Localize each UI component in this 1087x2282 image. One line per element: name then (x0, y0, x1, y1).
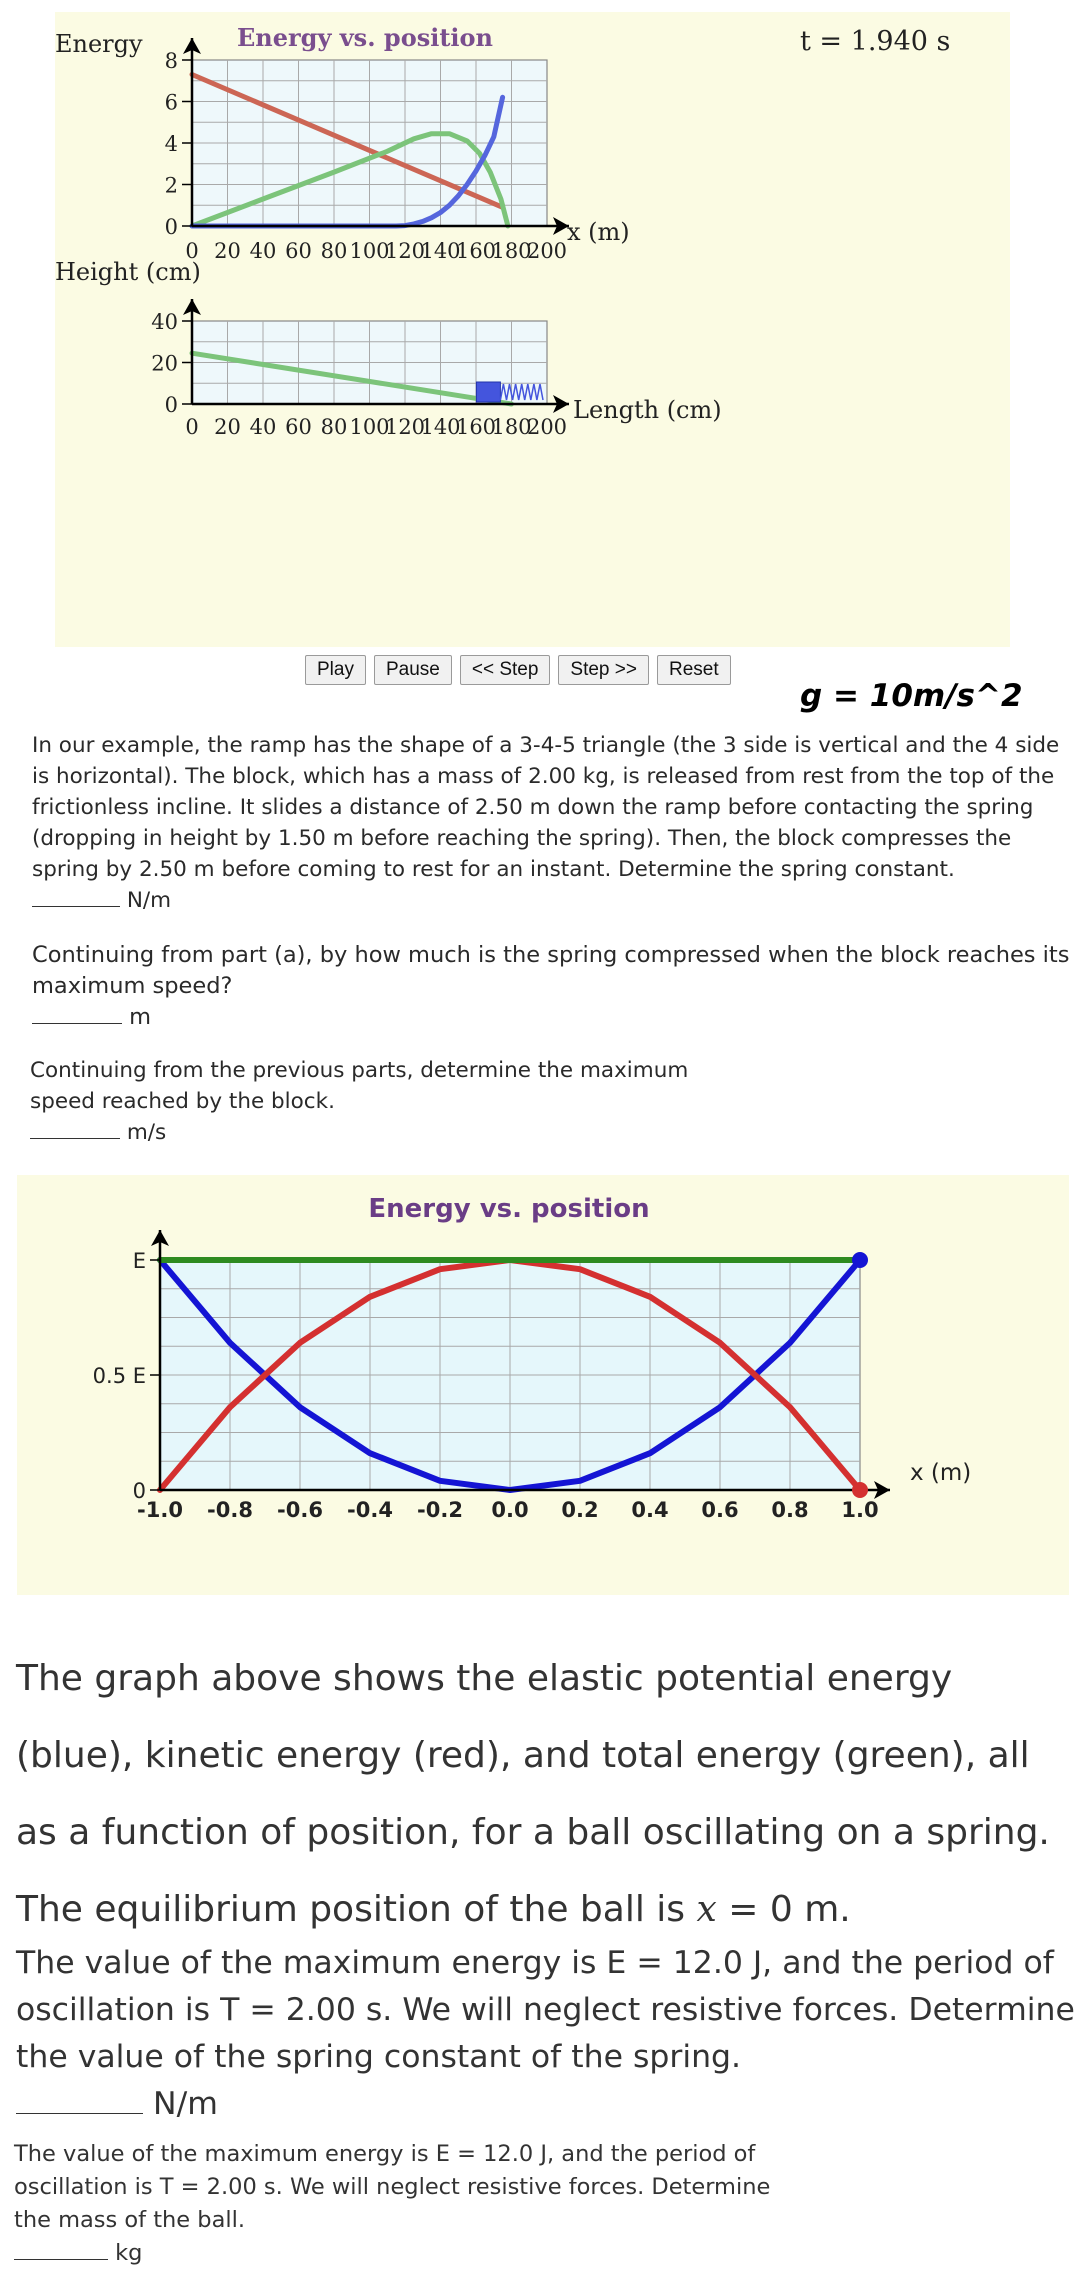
answer-3-unit: m/s (126, 1120, 167, 1145)
ramp-simulation-svg (55, 12, 1010, 647)
answer-2-unit: m (129, 1004, 152, 1030)
question-4-intro (16, 1640, 1076, 1948)
chart2-x-tick-label: 180 (491, 415, 532, 439)
equilibrium-variable: x (696, 1889, 717, 1930)
chart3-x-tick-label: 0.8 (771, 1498, 809, 1522)
answer-5-blank[interactable] (14, 2259, 108, 2260)
chart2-x-tick-label: 140 (420, 415, 461, 439)
time-readout: t = 1.940 s (800, 26, 951, 57)
answer-4-blank[interactable] (16, 2113, 143, 2114)
ramp-simulation-panel (55, 12, 1010, 647)
question-4-text2: The value of the maximum energy is E = 12.0 J, and the period of oscillation is T = 2.00 s. We will neglect resistive forces. Determine the value of the spring constant of the spring. (16, 1945, 1075, 2075)
chart1-y-tick-label: 8 (164, 49, 178, 73)
answer-1-blank[interactable] (32, 906, 120, 907)
chart1-y-axis-label: Energy (55, 30, 143, 58)
chart1-x-tick-label: 60 (285, 239, 312, 263)
chart1-x-tick-label: 20 (214, 239, 241, 263)
sliding-block (476, 382, 500, 402)
question-1-text: In our example, the ramp has the shape of a 3-4-5 triangle (the 3 side is vertical and the 4 side is horizontal). The block, which has a mass of 2.00 kg, is released from rest from the top of the frictionless incline. It slides a distance of 2.50 m down the ramp before contacting the spring (dropping in height by 1.50 m before reaching the spring). Then, the block compresses the spring by 2.50 m before coming to rest for an instant. Determine the spring constant. (32, 733, 1060, 882)
step-forward-button[interactable]: Step >> (558, 655, 649, 685)
question-4 (16, 1940, 1076, 2128)
oscillation-energy-svg (17, 1175, 1069, 1595)
chart2-x-tick-label: 200 (526, 415, 568, 439)
question-2-text: Continuing from part (a), by how much is the spring compressed when the block reaches its maximum speed? (32, 942, 1070, 999)
chart2-x-tick-label: 120 (384, 415, 426, 439)
chart3-y-tick-label: E (132, 1249, 146, 1273)
chart2-y-tick-label: 0 (164, 393, 178, 417)
chart2-x-tick-label: 100 (349, 415, 390, 439)
chart2-x-tick-label: 0 (185, 415, 199, 439)
gravity-value: g = 10m/s^2 (800, 678, 1023, 714)
answer-5-unit: kg (115, 2240, 143, 2266)
chart2-x-axis-label: Length (cm) (573, 396, 722, 424)
chart2-x-tick-label: 160 (455, 415, 497, 439)
chart3-x-tick-label: 0.6 (701, 1498, 739, 1522)
chart3-x-tick-label: 0.4 (631, 1498, 669, 1522)
chart2-x-tick-label: 80 (320, 415, 348, 439)
chart3-blue-endpoint-dot (852, 1252, 868, 1268)
chart3-x-tick-label: -0.8 (207, 1498, 253, 1522)
question-1 (32, 730, 1077, 916)
chart2-y-tick-label: 20 (151, 351, 178, 376)
chart1-y-tick-label: 2 (164, 173, 178, 198)
chart2-x-tick-label: 40 (249, 415, 277, 439)
chart1-y-tick-label: 6 (164, 90, 178, 115)
chart3-x-tick-label: 1.0 (841, 1498, 879, 1522)
chart1-x-axis-label: x (m) (567, 218, 630, 246)
question-2 (32, 940, 1077, 1033)
chart3-y-tick-label: 0 (132, 1479, 146, 1503)
answer-3-blank[interactable] (30, 1138, 120, 1139)
reset-button[interactable]: Reset (657, 655, 731, 685)
oscillation-energy-panel (17, 1175, 1069, 1595)
chart1-x-tick-label: 120 (384, 239, 426, 263)
chart1-x-tick-label: 160 (455, 239, 497, 263)
answer-4-unit: N/m (153, 2086, 218, 2122)
chart3-x-tick-label: -0.2 (417, 1498, 463, 1522)
chart3-x-tick-label: 0.0 (491, 1498, 529, 1522)
answer-1-unit: N/m (126, 888, 172, 913)
answer-2-blank[interactable] (32, 1023, 122, 1024)
chart1-x-tick-label: 140 (420, 239, 461, 263)
question-4-text: The graph above shows the elastic potential energy (blue), kinetic energy (red), and total energy (green), all as a function of position, for a ball oscillating on a spring. The equilibrium position of the ball is (16, 1658, 1050, 1930)
chart3-x-tick-label: 0.2 (561, 1498, 599, 1522)
question-3 (30, 1055, 720, 1148)
chart1-y-tick-label: 0 (164, 215, 178, 239)
chart1-x-tick-label: 200 (526, 239, 568, 263)
playback-controls (305, 655, 731, 685)
question-5 (14, 2138, 784, 2270)
step-back-button[interactable]: << Step (460, 655, 551, 685)
chart1-x-tick-label: 80 (320, 239, 348, 263)
chart3-x-axis-label: x (m) (910, 1460, 972, 1486)
chart1-x-tick-label: 40 (249, 239, 277, 263)
chart2-x-tick-label: 60 (285, 415, 312, 439)
chart1-title: Energy vs. position (237, 23, 493, 52)
chart2-y-tick-label: 40 (151, 310, 178, 334)
chart1-y-tick-label: 4 (164, 132, 178, 156)
chart1-x-tick-label: 180 (491, 239, 532, 263)
chart3-y-tick-label: 0.5 E (92, 1364, 146, 1388)
chart3-x-tick-label: -0.6 (277, 1498, 323, 1522)
chart1-x-tick-label: 0 (185, 239, 199, 263)
chart2-x-tick-label: 20 (214, 415, 241, 439)
chart3-title: Energy vs. position (368, 1194, 650, 1224)
equilibrium-value: = 0 m. (716, 1889, 851, 1930)
play-button[interactable]: Play (305, 655, 366, 685)
chart3-x-tick-label: -1.0 (137, 1498, 183, 1522)
chart3-red-endpoint-dot (852, 1482, 868, 1498)
chart2-y-axis-label: Height (cm) (55, 258, 201, 286)
pause-button[interactable]: Pause (374, 655, 452, 685)
chart1-x-tick-label: 100 (349, 239, 390, 263)
question-5-text: The value of the maximum energy is E = 12.0 J, and the period of oscillation is T = 2.00 s. We will neglect resistive forces. Determine the mass of the ball. (14, 2141, 771, 2233)
chart3-x-tick-label: -0.4 (347, 1498, 393, 1522)
question-3-text: Continuing from the previous parts, determine the maximum speed reached by the block. (30, 1058, 689, 1114)
